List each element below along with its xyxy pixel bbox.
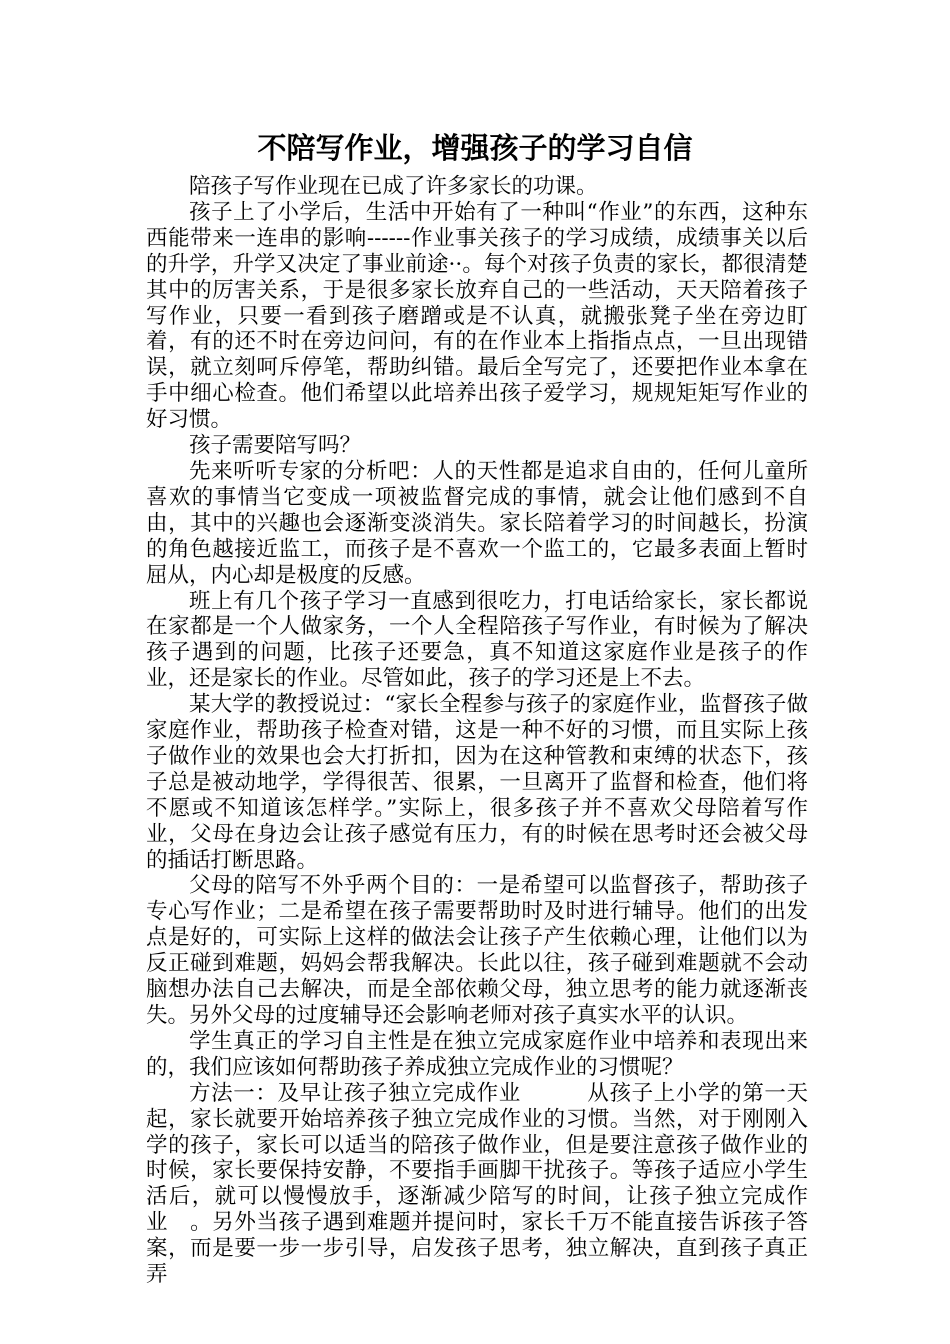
paragraph: 班上有几个孩子学习一直感到很吃力，打电话给家长，家长都说在家都是一个人做家务，一个人全程陪孩子写作业，有时候为了解决孩子遇到的问题，比孩子还要急，真不知道这家庭作业是孩子的作业，还是家长的作业。尽管如此，孩子的学习还是上不去。 — [146, 588, 808, 692]
paragraph: 某大学的教授说过：“家长全程参与孩子的家庭作业，监督孩子做家庭作业，帮助孩子检查对错，这是一种不好的习惯，而且实际上孩子做作业的效果也会大打折扣，因为在这种管教和束缚的状态下，孩子总是被动地学，学得很苦、很累，一旦离开了监督和检查，他们将不愿或不知道该怎样学。”实际上，很多孩子并不喜欢父母陪着写作业，父母在身边会让孩子感觉有压力，有的时候在思考时还会被父母的插话打断思路。 — [146, 692, 808, 873]
paragraph: 孩子上了小学后，生活中开始有了一种叫“作业”的东西，这种东西能带来一连串的影响------作业事关孩子的学习成绩，成绩事关以后的升学，升学又决定了事业前途··。每个对孩子负责的家长，都很清楚其中的厉害关系，于是很多家长放弃自己的一些活动，天天陪着孩子写作业，只要一看到孩子磨蹭或是不认真，就搬张凳子坐在旁边盯着，有的还不时在旁边问问，有的在作业本上指指点点，一旦出现错误，就立刻呵斥停笔，帮助纠错。最后全写完了，还要把作业本拿在手中细心检查。他们希望以此培养出孩子爱学习，规规矩矩写作业的好习惯。 — [146, 199, 808, 433]
paragraph: 孩子需要陪写吗？ — [189, 433, 362, 459]
paragraph: 学生真正的学习自主性是在独立完成家庭作业中培养和表现出来的，我们应该如何帮助孩子养成独立完成作业的习惯呢？ — [146, 1028, 808, 1080]
paragraph: 陪孩子写作业现在已成了许多家长的功课。 — [189, 174, 598, 199]
paragraph: 先来听听专家的分析吧：人的天性都是追求自由的，任何儿童所喜欢的事情当它变成一项被监督完成的事情，就会让他们感到不自由，其中的兴趣也会逐渐变淡消失。家长陪着学习的时间越长，扮演的角色越接近监工，而孩子是不喜欢一个监工的，它最多表面上暂时屈从，内心却是极度的反感。 — [146, 458, 808, 588]
document-title: 不陪写作业，增强孩子的学习自信 — [257, 131, 693, 165]
paragraph: 方法一：及早让孩子独立完成作业 从孩子上小学的第一天起，家长就要开始培养孩子独立完成作业的习惯。当然，对于刚刚入学的孩子，家长可以适当的陪孩子做作业，但是要注意孩子做作业的时候，家长要保持安静，不要指手画脚干扰孩子。等孩子适应小学生活后，就可以慢慢放手，逐渐减少陪写的时间，让孩子独立完成作业 。另外当孩子遇到难题并提问时，家长千万不能直接告诉孩子答案，而是要一步一步引导，启发孩子思考，独立解决，直到孩子真正弄 — [146, 1080, 808, 1288]
paragraph: 父母的陪写不外乎两个目的：一是希望可以监督孩子，帮助孩子专心写作业；二是希望在孩子需要帮助时及时进行辅导。他们的出发点是好的，可实际上这样的做法会让孩子产生依赖心理，让他们以为反正碰到难题，妈妈会帮我解决。长此以往，孩子碰到难题就不会动脑想办法自己去解决，而是全部依赖父母，独立思考的能力就逐渐丧失。另外父母的过度辅导还会影响老师对孩子真实水平的认识。 — [146, 873, 808, 1028]
document-body — [146, 174, 808, 1288]
